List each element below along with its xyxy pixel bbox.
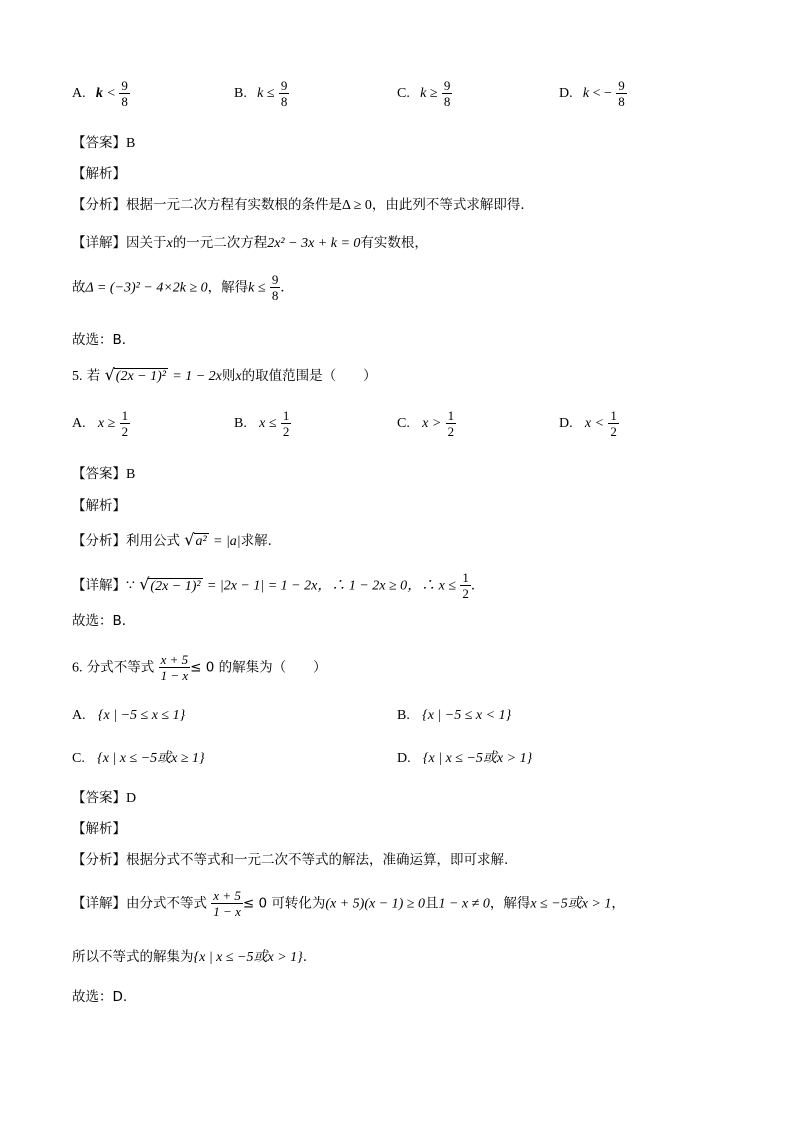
q4-fenxi-tag: 【分析】 <box>72 197 126 213</box>
q5-eq-expr: = 1 − 2x <box>172 369 222 384</box>
q5-xiangjie-tag: 【详解】 <box>72 577 126 594</box>
q4-analysis-tag: 【解析】 <box>72 166 126 182</box>
q4-fenxi-expr: Δ ≥ 0 <box>342 198 372 213</box>
q6-suoyi-line: 所以不等式的解集为{x | x ≤ −5或x > 1}. <box>72 949 308 965</box>
q6-text-2: ≤ 0 的解集为（ ） <box>190 659 327 676</box>
q5-fenxi-text-1: 利用公式 <box>126 533 180 549</box>
q5-option-d: D. x < $\frac{1}{2}$ <box>559 408 617 439</box>
q5-text-1: 若 <box>86 368 101 384</box>
q4-xiangjie-expr: 2x² − 3x + k = 0 <box>267 236 361 251</box>
q4-a-num: 9 <box>121 78 128 93</box>
q5-option-a-expr: x ≥ <box>97 416 116 431</box>
q4-option-b-label: B. <box>234 86 247 101</box>
q5-option-d-expr: x < <box>584 416 605 431</box>
q6-xiangjie-tag: 【详解】 <box>72 895 126 912</box>
q6-choose: 故选：D. <box>72 989 128 1005</box>
q4-answer: B <box>126 136 136 151</box>
q6-option-d: D. {x | x ≤ −5或x > 1} <box>397 751 533 766</box>
q6-stem <box>72 652 327 683</box>
q5-sqrt-expr: (2x − 1)² <box>115 369 166 384</box>
q4-xiangjie-text-3: 有实数根， <box>360 235 428 251</box>
q6-option-c: C. {x | x ≤ −5或x ≥ 1} <box>72 751 205 766</box>
q6-xiangjie-text-1: 由分式不等式 <box>126 895 207 912</box>
q4-c-den: 8 <box>443 94 451 109</box>
q4-choose: 故选：B． <box>72 332 136 348</box>
q6-answer-tag: 【答案】 <box>72 790 126 806</box>
q5-option-b-expr: x ≤ <box>259 416 277 431</box>
q4-option-d-label: D. <box>559 86 573 101</box>
q6-option-b: B. {x | −5 ≤ x < 1} <box>397 708 512 723</box>
q5-fenxi-tag: 【分析】 <box>72 533 126 549</box>
q5-option-b: B. x ≤ $\frac{1}{2}$ <box>234 408 290 439</box>
q4-xiangjie-var: x <box>166 236 173 251</box>
q6-xiangjie-line: 【详解】由分式不等式 $\frac{x + 5}{1 - x}$ ≤ 0 可转化为(x + 5)(x − 1) ≥ 0且1 − x ≠ 0，解得x ≤ −5或x > 1， <box>72 888 625 919</box>
q5-option-c: C. x > $\frac{1}{2}$ <box>397 408 455 439</box>
q5-option-c-label: C. <box>397 416 410 431</box>
q4-b-den: 8 <box>280 94 288 109</box>
q5-text-2: 则 <box>221 368 236 384</box>
q4-jiede-den: 8 <box>271 288 279 303</box>
q4-option-c: C. k ≥ $\frac{9}{8}$ <box>397 78 451 109</box>
q6-xiangjie-expr-2: 1 − x ≠ 0 <box>438 896 490 912</box>
q5-text-3: 的取值范围是（ ） <box>241 368 377 384</box>
q4-d-den: 8 <box>618 94 625 109</box>
q6-suoyi-expr: {x | x ≤ −5或x > 1} <box>193 950 303 965</box>
q6-analysis-tag: 【解析】 <box>72 821 126 837</box>
q5-answer-line <box>72 462 135 483</box>
q6-xiangjie-text-2: ≤ 0 可转化为 <box>242 895 326 912</box>
q6-frac-den: 1 − x <box>160 668 189 683</box>
q5-option-d-label: D. <box>559 416 573 431</box>
q4-xiangjie-text-1: 因关于 <box>126 235 167 251</box>
q5-choose: 故选：B． <box>72 613 136 629</box>
q6-xiangjie-expr: (x + 5)(x − 1) ≥ 0 <box>325 896 425 912</box>
q4-fenxi-text-1: 根据一元二次方程有实数根的条件是 <box>126 197 342 213</box>
q4-gu-expr: Δ = (−3)² − 4×2k ≥ 0 <box>85 280 208 296</box>
q4-d-num: 9 <box>618 78 625 93</box>
q5-option-b-label: B. <box>234 416 247 431</box>
q4-period: ． <box>280 279 294 296</box>
q5-analysis-tag: 【解析】 <box>72 498 126 514</box>
q5-fenxi-text-2: 求解. <box>240 533 272 549</box>
q6-fenxi-line <box>72 848 508 868</box>
q4-option-b: B. k ≤ $\frac{9}{8}$ <box>234 78 288 109</box>
q4-answer-line <box>72 131 135 152</box>
q5-option-a: A. x ≥ $\frac{1}{2}$ <box>72 408 129 439</box>
q6-suoyi-text: 所以不等式的解集为 <box>72 949 194 965</box>
q4-option-a-label: A. <box>72 86 86 101</box>
q6-fenxi-text: 根据分式不等式和一元二次不等式的解法，准确运算，即可求解. <box>126 852 509 868</box>
q6-text-1: 分式不等式 <box>86 659 155 676</box>
q5-var: x <box>235 369 242 384</box>
q6-number: 6. <box>72 660 83 676</box>
q4-fenxi-text-2: ，由此列不等式求解即得． <box>371 197 534 213</box>
q4-answer-tag: 【答案】 <box>72 135 126 151</box>
q5-answer-tag: 【答案】 <box>72 466 126 482</box>
q5-formula: = |a| <box>213 534 241 549</box>
q5-answer: B <box>126 467 136 482</box>
q5-xiangjie-line: 【详解】∵ √(2x − 1)² = |2x − 1| = 1 − 2x，∴ 1 − 2x ≥ 0，∴ x ≤ $\frac{1}{2}$ ． <box>72 570 485 601</box>
q6-xiangjie-expr-3: x ≤ −5或x > 1 <box>530 896 612 912</box>
q5-number: 5. <box>72 369 83 384</box>
q6-xiangjie-text-4: ，解得 <box>489 895 531 912</box>
q4-option-d: D. k < − $\frac{9}{8}$ <box>559 78 625 109</box>
q4-gu-text: 故 <box>72 279 86 296</box>
q4-option-c-label: C. <box>397 86 410 101</box>
q4-option-a: A. k < $\frac{9}{8}$ <box>72 78 128 109</box>
q5-stem: 5. 若 √(2x − 1)² = 1 − 2x则x的取值范围是（ ） <box>72 365 377 384</box>
q5-fenxi-line: 【分析】利用公式 √a² = |a|求解. <box>72 530 272 549</box>
q4-xiangjie-tag: 【详解】 <box>72 235 126 251</box>
q4-a-den: 8 <box>121 94 128 109</box>
q6-answer: D <box>126 791 137 806</box>
q5-therefore-2: ，∴ x ≤ <box>407 578 457 594</box>
q4-jiede-text: ，解得 <box>207 279 249 296</box>
q4-c-num: 9 <box>443 78 451 93</box>
q4-jiede-num: 9 <box>271 272 279 287</box>
q6-fenxi-tag: 【分析】 <box>72 852 126 868</box>
q4-xiangjie-line <box>72 231 428 252</box>
q5-xiangjie-expr-1: = |2x − 1| = 1 − 2x <box>206 578 318 594</box>
q5-therefore-1: ，∴ 1 − 2x ≥ 0 <box>317 578 408 594</box>
q6-frac-num: x + 5 <box>160 652 189 667</box>
q5-because: ∵ <box>126 578 135 594</box>
q5-option-a-label: A. <box>72 416 86 431</box>
q6-answer-line <box>72 786 136 807</box>
q4-fenxi-line <box>72 193 534 214</box>
q4-jiede-expr: k ≤ <box>248 280 266 296</box>
q4-b-num: 9 <box>280 78 288 93</box>
q6-option-a: A. {x | −5 ≤ x ≤ 1} <box>72 708 186 723</box>
q6-xiangjie-text-3: 且 <box>424 895 439 912</box>
q5-option-c-expr: x > <box>422 416 442 431</box>
q4-gu-line <box>72 272 294 303</box>
q4-xiangjie-text-2: 的一元二次方程 <box>172 235 268 251</box>
